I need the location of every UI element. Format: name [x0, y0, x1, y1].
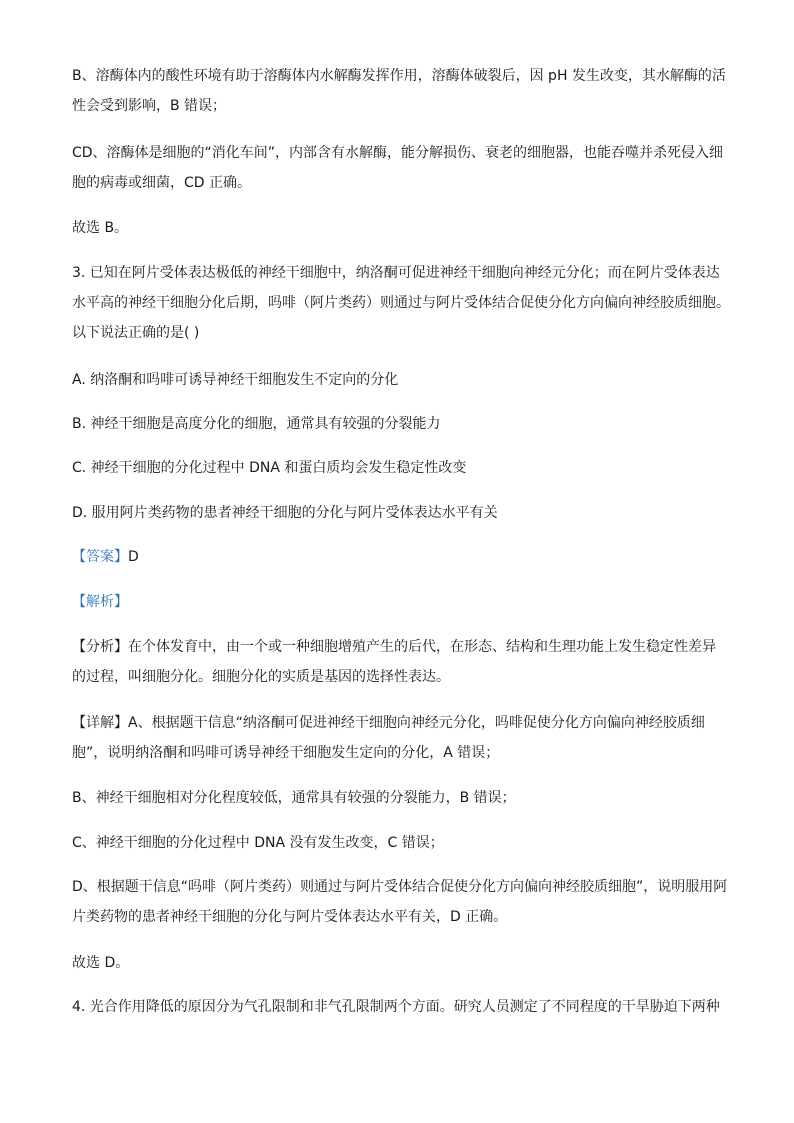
conclusion-choose-d: 故选 D。	[72, 955, 130, 971]
text-line: 胞的病毒或细菌，CD 正确。	[72, 175, 252, 191]
question-3-option-b: B. 神经干细胞是高度分化的细胞，通常具有较强的分裂能力	[72, 416, 441, 432]
answer-value: D	[128, 549, 139, 565]
text-line: 片类药物的患者神经干细胞的分化与阿片受体表达水平有关，D 正确。	[72, 909, 508, 925]
option-cd-explanation	[72, 138, 722, 198]
analysis-xiangjie-b: B、神经干细胞相对分化程度较低，通常具有较强的分裂能力，B 错误；	[72, 790, 516, 806]
analysis-xiangjie-d	[72, 872, 728, 932]
analysis-heading: 【解析】	[72, 594, 128, 610]
xiangjie-label: 【详解】	[72, 715, 128, 731]
text-line: B、溶酶体内的酸性环境有助于溶酶体内水解酶发挥作用，溶酶体破裂后，因 pH 发生改变，其水解酶的活	[72, 68, 726, 84]
question-3-option-d: D. 服用阿片类药物的患者神经干细胞的分化与阿片受体表达水平有关	[72, 505, 498, 521]
text-line: 以下说法正确的是( )	[72, 325, 200, 341]
text-line: 水平高的神经干细胞分化后期，吗啡（阿片类药）则通过与阿片受体结合促使分化方向偏向神经胶质细胞。	[72, 295, 730, 311]
question-3-option-a: A. 纳洛酮和吗啡可诱导神经干细胞发生不定向的分化	[72, 372, 399, 388]
analysis-fenxi	[72, 632, 722, 692]
fenxi-label: 【分析】	[72, 639, 128, 655]
answer-label: 【答案】	[72, 549, 128, 565]
question-4-stem: 4. 光合作用降低的原因分为气孔限制和非气孔限制两个方面。研究人员测定了不同程度的干旱胁迫下两种	[72, 999, 720, 1015]
text-line: 3. 已知在阿片受体表达极低的神经干细胞中，纳洛酮可促进神经干细胞向神经元分化；而在阿片受体表达	[72, 265, 720, 281]
option-b-explanation	[72, 61, 726, 121]
question-3-option-c: C. 神经干细胞的分化过程中 DNA 和蛋白质均会发生稳定性改变	[72, 460, 467, 476]
answer-line	[72, 542, 722, 572]
text-line: 性会受到影响，B 错误；	[72, 98, 227, 114]
analysis-xiangjie-c: C、神经干细胞的分化过程中 DNA 没有发生改变，C 错误；	[72, 835, 444, 851]
question-3-stem	[72, 258, 730, 348]
conclusion-choose-b: 故选 B。	[72, 220, 129, 236]
text-line: D、根据题干信息“吗啡（阿片类药）则通过与阿片受体结合促使分化方向偏向神经胶质细胞”，说明服用阿	[72, 879, 728, 895]
text-line: 在个体发育中，由一个或一种细胞增殖产生的后代，在形态、结构和生理功能上发生稳定性差异	[128, 639, 716, 655]
analysis-xiangjie-a	[72, 708, 722, 768]
text-line: CD、溶酶体是细胞的“消化车间”，内部含有水解酶，能分解损伤、衰老的细胞器，也能吞噬并杀死侵入细	[72, 145, 724, 161]
text-line: A、根据题干信息“纳洛酮可促进神经干细胞向神经元分化，吗啡促使分化方向偏向神经胶质细	[128, 715, 705, 731]
text-line: 的过程，叫细胞分化。细胞分化的实质是基因的选择性表达。	[72, 669, 450, 685]
text-line: 胞”，说明纳洛酮和吗啡可诱导神经干细胞发生定向的分化，A 错误；	[72, 745, 500, 761]
